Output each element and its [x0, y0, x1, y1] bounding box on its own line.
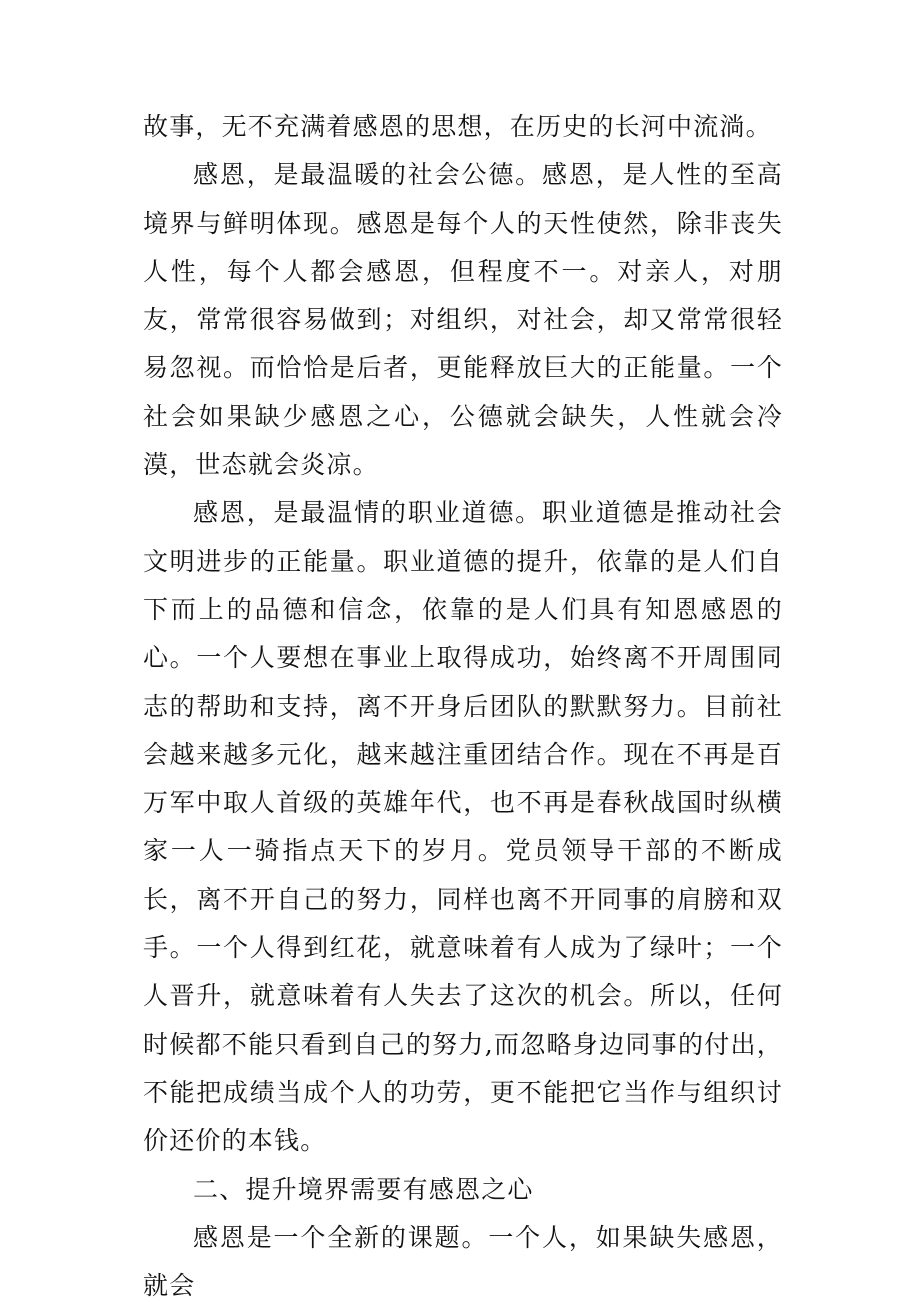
paragraph-continuation: 故事，无不充满着感恩的思想，在历史的长河中流淌。 [143, 112, 772, 141]
section-heading: 二、提升境界需要有感恩之心 [193, 1174, 534, 1204]
paragraph-social-morality: 感恩，是最温暖的社会公德。感恩，是人性的至高境界与鲜明体现。感恩是每个人的天性使然，除非丧失人性，每个人都会感恩，但程度不一。对亲人，对朋友，常常很容易做到；对组织，对社会，却又常常很轻易忽视。而恰恰是后者，更能释放巨大的正能量。一个社会如果缺少感恩之心，公德就会缺失，人性就会冷漠，世态就会炎凉。 [143, 160, 783, 480]
paragraph-new-topic: 感恩是一个全新的课题。一个人，如果缺失感恩，就会 [143, 1222, 783, 1301]
paragraph-professional-ethics: 感恩，是最温情的职业道德。职业道德是推动社会文明进步的正能量。职业道德的提升，依靠的是人们自下而上的品德和信念，依靠的是人们具有知恩感恩的心。一个人要想在事业上取得成功，始终离不开周围同志的帮助和支持，离不开身后团队的默默努力。目前社会越来越多元化，越来越注重团结合作。现在不再是百万军中取人首级的英雄年代，也不再是春秋战国时纵横家一人一骑指点天下的岁月。党员领导干部的不断成长，离不开自己的努力，同样也离不开同事的肩膀和双手。一个人得到红花，就意味着有人成为了绿叶；一个人晋升，就意味着有人失去了这次的机会。所以，任何时候都不能只看到自己的努力,而忽略身边同事的付出，不能把成绩当成个人的功劳，更不能把它当作与组织讨价还价的本钱。 [143, 498, 783, 1156]
document-body [143, 103, 783, 1310]
